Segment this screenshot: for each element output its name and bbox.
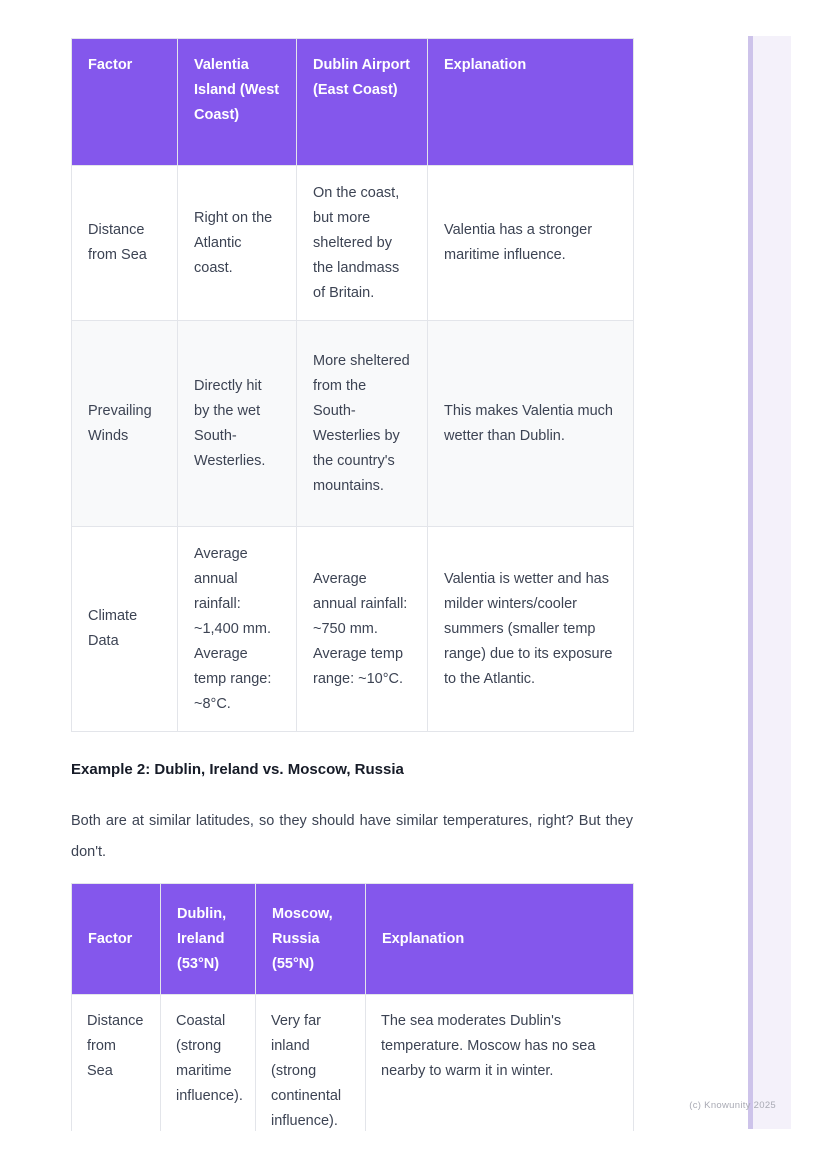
cell-explanation-climate: Valentia is wetter and has milder winters/cooler summers (smaller temp range) due to its exposure to the Atlantic. bbox=[428, 527, 634, 732]
valentia-dublin-comparison-table bbox=[71, 38, 634, 732]
cell-valentia-climate: Average annual rainfall: ~1,400 mm. Average temp range: ~8°C. bbox=[178, 527, 297, 732]
column-header-valentia: Valentia Island (West Coast) bbox=[178, 39, 297, 166]
column-header-explanation: Explanation bbox=[366, 884, 634, 995]
table-row bbox=[72, 166, 634, 321]
cell-dublin-distance: On the coast, but more sheltered by the landmass of Britain. bbox=[297, 166, 428, 321]
column-header-explanation: Explanation bbox=[428, 39, 634, 166]
page-content bbox=[71, 38, 633, 1131]
table-header-row bbox=[72, 39, 634, 166]
column-header-factor: Factor bbox=[72, 884, 161, 995]
cell-valentia-distance: Right on the Atlantic coast. bbox=[178, 166, 297, 321]
column-header-moscow-russia: Moscow, Russia (55°N) bbox=[256, 884, 366, 995]
column-header-dublin-airport: Dublin Airport (East Coast) bbox=[297, 39, 428, 166]
row-label-prevailing-winds: Prevailing Winds bbox=[72, 321, 178, 527]
example-2-heading: Example 2: Dublin, Ireland vs. Moscow, Russia bbox=[71, 761, 404, 778]
table-header-row bbox=[72, 884, 634, 995]
side-scrollbar[interactable] bbox=[748, 36, 791, 1129]
column-header-dublin-ireland: Dublin, Ireland (53°N) bbox=[161, 884, 256, 995]
example-2-intro-paragraph: Both are at similar latitudes, so they should have similar temperatures, right? But they don't. bbox=[71, 813, 633, 860]
dublin-moscow-comparison-table bbox=[71, 883, 634, 1131]
cell-explanation-distance: Valentia has a stronger maritime influence. bbox=[428, 166, 634, 321]
table-row bbox=[72, 995, 634, 1132]
column-header-factor: Factor bbox=[72, 39, 178, 166]
knowunity-watermark: (c) Knowunity 2025 bbox=[689, 1100, 776, 1111]
cell-dublin-climate: Average annual rainfall: ~750 mm. Average temp range: ~10°C. bbox=[297, 527, 428, 732]
cell-explanation-distance: The sea moderates Dublin's temperature. Moscow has no sea nearby to warm it in winter. bbox=[366, 995, 634, 1132]
cell-moscow-distance: Very far inland (strong continental influence). bbox=[256, 995, 366, 1132]
table-row bbox=[72, 527, 634, 732]
row-label-climate-data: Climate Data bbox=[72, 527, 178, 732]
cell-valentia-winds: Directly hit by the wet South-Westerlies. bbox=[178, 321, 297, 527]
cell-explanation-winds: This makes Valentia much wetter than Dublin. bbox=[428, 321, 634, 527]
row-label-distance-from-sea: Distance from Sea bbox=[72, 995, 161, 1132]
cell-dublin-winds: More sheltered from the South-Westerlies by the country's mountains. bbox=[297, 321, 428, 527]
cell-dublin-distance: Coastal (strong maritime influence). bbox=[161, 995, 256, 1132]
row-label-distance-from-sea: Distance from Sea bbox=[72, 166, 178, 321]
table-row bbox=[72, 321, 634, 527]
